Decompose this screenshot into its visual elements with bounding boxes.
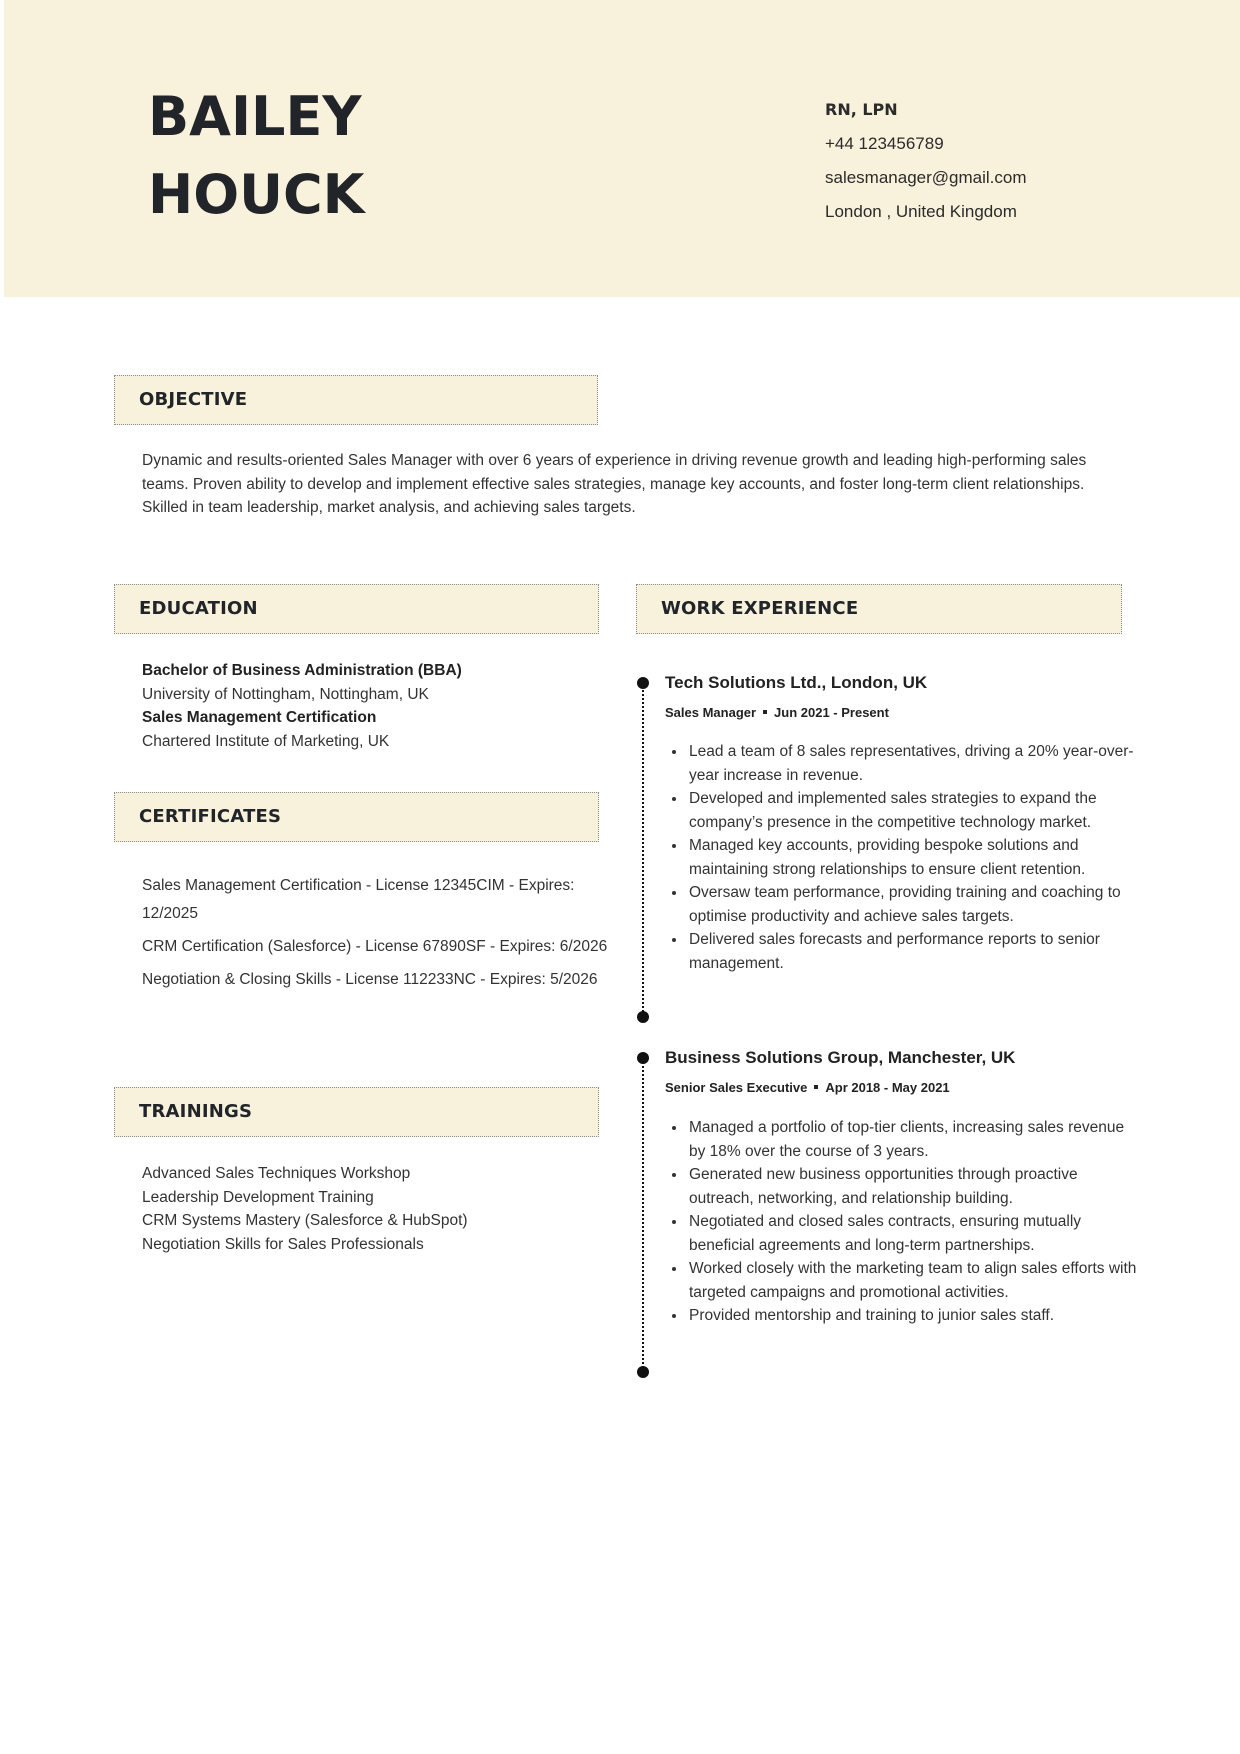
education-school: University of Nottingham, Nottingham, UK xyxy=(142,685,429,703)
last-name: HOUCK xyxy=(148,163,365,226)
objective-heading-box xyxy=(114,375,598,425)
work-heading-box xyxy=(636,584,1122,634)
contact-block xyxy=(825,98,1027,234)
full-name xyxy=(148,78,364,234)
trainings-heading-box xyxy=(114,1087,599,1137)
education-degree: Sales Management Certification xyxy=(142,709,377,726)
certificates-list xyxy=(142,872,612,999)
job-bullet: • Provided mentorship and training to junior sales staff. xyxy=(687,1304,1137,1328)
job-company: Tech Solutions Ltd., London, UK xyxy=(665,673,928,692)
separator-square xyxy=(763,710,767,714)
job-role: Sales Manager xyxy=(665,705,757,720)
timeline-line xyxy=(642,683,644,1016)
phone: +44 123456789 xyxy=(825,134,944,153)
credentials: RN, LPN xyxy=(825,100,898,119)
job-dates: Apr 2018 - May 2021 xyxy=(825,1080,950,1095)
certificate-item: Negotiation & Closing Skills - License 112233NC - Expires: 5/2026 xyxy=(142,971,598,988)
objective-text: Dynamic and results-oriented Sales Manager with over 6 years of experience in driving revenue growth and leading high-performing sales teams. Proven ability to develop and implement effective sales strategies, manage key accounts, and foster long-term client relationships. Skilled in team leadership, market analysis, and achieving sales targets. xyxy=(142,452,1087,516)
job-bullet: • Lead a team of 8 sales representatives, driving a 20% year-over-year increase in revenue. xyxy=(687,740,1137,787)
first-name: BAILEY xyxy=(148,85,362,148)
timeline-line xyxy=(642,1058,644,1372)
job-bullet: • Oversaw team performance, providing training and coaching to optimise productivity and achieve sales targets. xyxy=(687,881,1137,928)
education-heading: EDUCATION xyxy=(139,598,258,619)
timeline-dot xyxy=(637,1366,649,1378)
certificates-heading-box xyxy=(114,792,599,842)
education-list xyxy=(142,659,592,753)
location: London , United Kingdom xyxy=(825,202,1017,221)
certificate-item: Sales Management Certification - License 12345CIM - Expires: 12/2025 xyxy=(142,877,575,922)
objective-heading: OBJECTIVE xyxy=(139,389,248,410)
job-bullets xyxy=(665,740,1137,975)
certificate-item: CRM Certification (Salesforce) - License 67890SF - Expires: 6/2026 xyxy=(142,938,608,955)
trainings-list xyxy=(142,1162,592,1256)
job-bullet: • Managed a portfolio of top-tier clients, increasing sales revenue by 18% over the course of 3 years. xyxy=(687,1116,1137,1163)
training-item: CRM Systems Mastery (Salesforce & HubSpot) xyxy=(142,1212,468,1229)
job-bullet: • Worked closely with the marketing team to align sales efforts with targeted campaigns and promotional activities. xyxy=(687,1257,1137,1304)
job-role-line xyxy=(665,705,889,720)
trainings-heading: TRAININGS xyxy=(139,1101,253,1122)
training-item: Advanced Sales Techniques Workshop xyxy=(142,1165,411,1182)
education-heading-box xyxy=(114,584,599,634)
job-role-line xyxy=(665,1080,950,1095)
job-bullet: • Developed and implemented sales strategies to expand the company’s presence in the competitive technology market. xyxy=(687,787,1137,834)
job-dates: Jun 2021 - Present xyxy=(774,705,889,720)
job-bullet: • Managed key accounts, providing bespoke solutions and maintaining strong relationships to ensure client retention. xyxy=(687,834,1137,881)
separator-square xyxy=(814,1085,818,1089)
job-bullet: • Negotiated and closed sales contracts, ensuring mutually beneficial agreements and long-term partnerships. xyxy=(687,1210,1137,1257)
job-bullets xyxy=(665,1116,1137,1328)
timeline-dot xyxy=(637,1011,649,1023)
job-bullet: • Delivered sales forecasts and performance reports to senior management. xyxy=(687,928,1137,975)
training-item: Negotiation Skills for Sales Professionals xyxy=(142,1235,424,1253)
job-bullet: • Generated new business opportunities through proactive outreach, networking, and relationship building. xyxy=(687,1163,1137,1210)
timeline-dot xyxy=(637,1052,649,1064)
timeline-dot xyxy=(637,677,649,689)
education-school: Chartered Institute of Marketing, UK xyxy=(142,732,390,750)
job-role: Senior Sales Executive xyxy=(665,1080,808,1095)
training-item: Leadership Development Training xyxy=(142,1188,374,1206)
email: salesmanager@gmail.com xyxy=(825,168,1027,187)
job-company: Business Solutions Group, Manchester, UK xyxy=(665,1048,1016,1067)
certificates-heading: CERTIFICATES xyxy=(139,806,282,827)
work-heading: WORK EXPERIENCE xyxy=(661,598,859,619)
education-degree: Bachelor of Business Administration (BBA) xyxy=(142,662,462,679)
